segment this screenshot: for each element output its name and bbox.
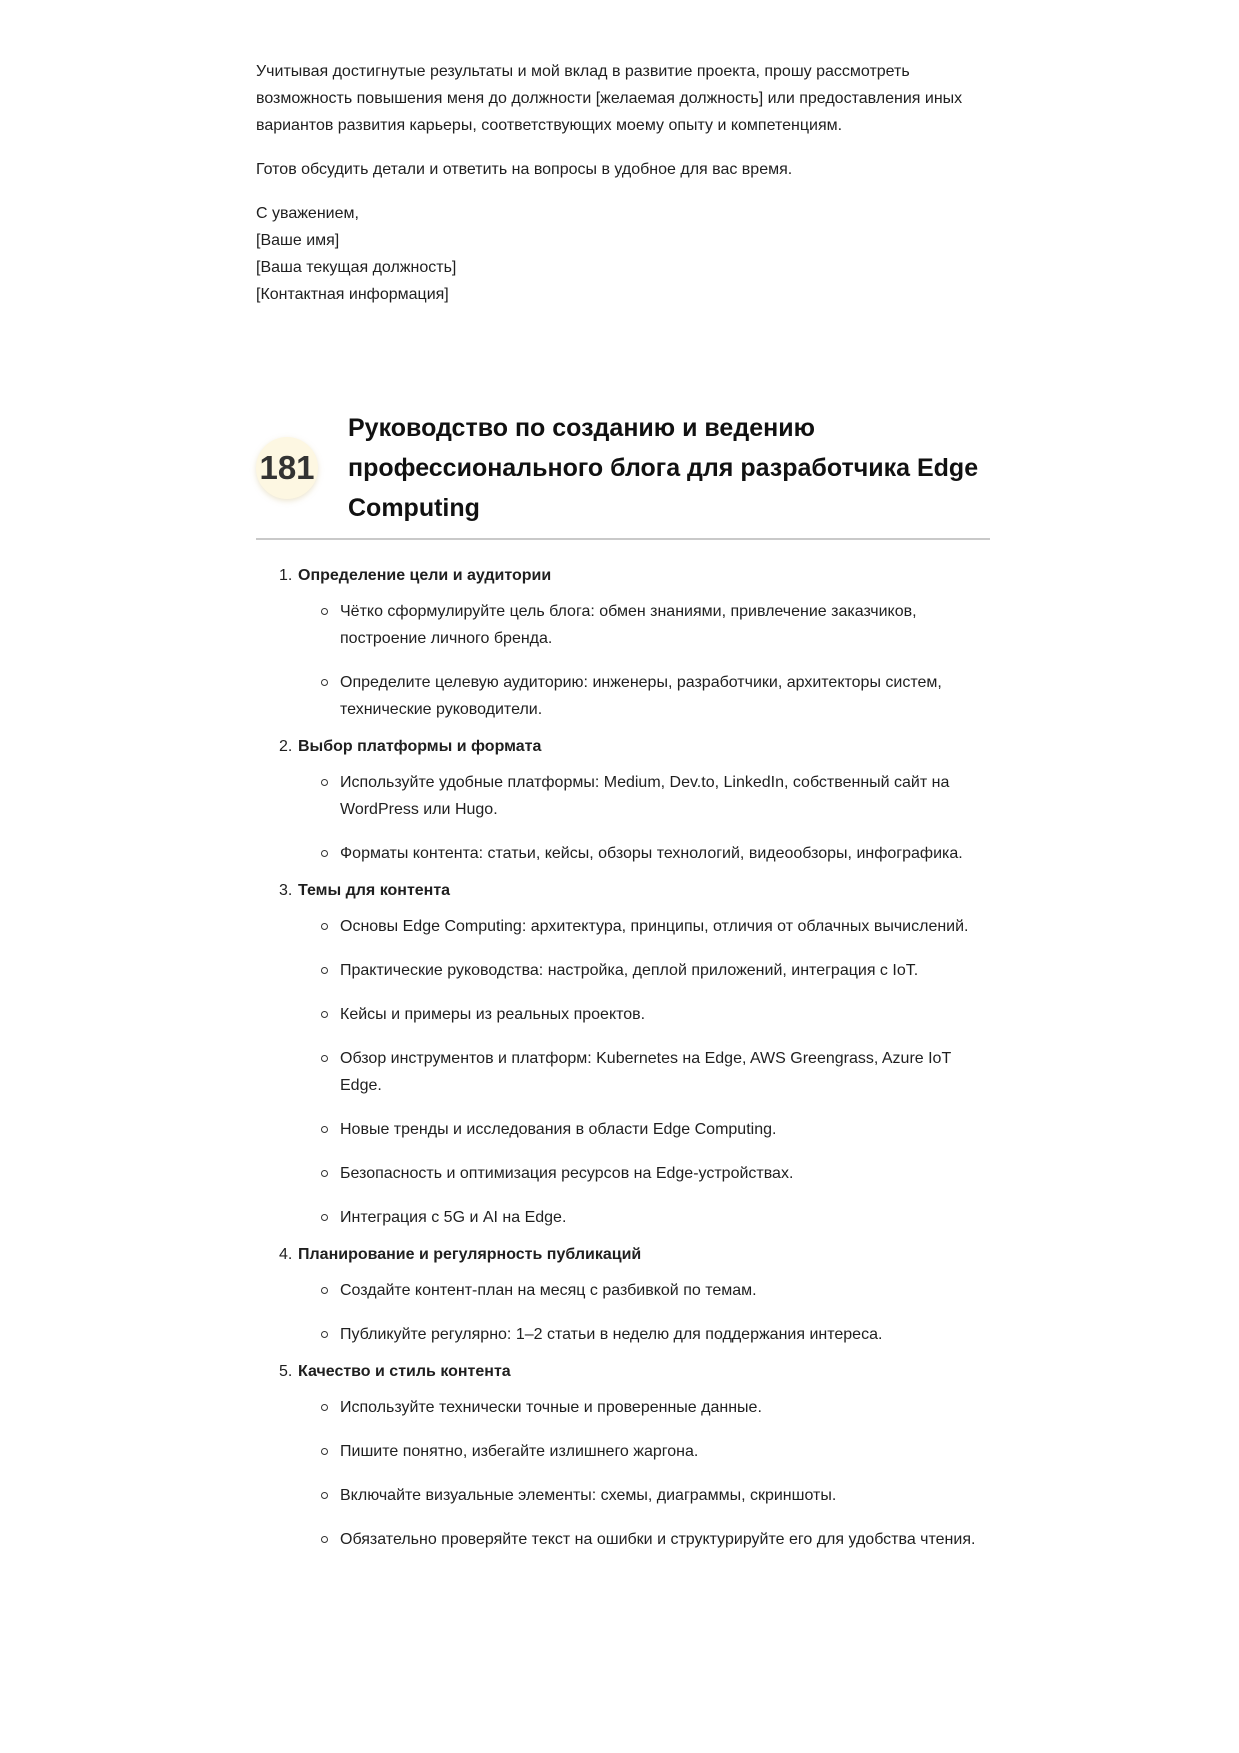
list-item-number: 5. [279,1363,293,1380]
list-item-number: 2. [279,738,293,755]
section-number-badge: 181 [256,437,318,499]
sub-list-item: Публикуйте регулярно: 1–2 статьи в неделю для поддержания интереса. [340,1321,990,1348]
list-item [279,562,990,723]
list-item-number: 1. [279,567,293,584]
sub-list-item: Кейсы и примеры из реальных проектов. [340,1001,990,1028]
sub-list-item: Чётко сформулируйте цель блога: обмен знаниями, привлечение заказчиков, построение личного бренда. [340,598,990,652]
sub-list-item: Практические руководства: настройка, деплой приложений, интеграция с IoT. [340,957,990,984]
list-item-title: Качество и стиль контента [298,1363,511,1380]
list-item-title: Темы для контента [298,882,451,899]
list-item [279,1358,990,1553]
sub-list-item: Обзор инструментов и платформ: Kubernetes на Edge, AWS Greengrass, Azure IoT Edge. [340,1045,990,1099]
sub-list [298,1394,990,1553]
sub-list [298,598,990,723]
section-title: Руководство по созданию и ведению профессионального блога для разработчика Edge Computing [348,414,979,522]
sub-list-item: Создайте контент-план на месяц с разбивкой по темам. [340,1277,990,1304]
signature-name: [Ваше имя] [256,232,340,249]
list-item-title: Планирование и регулярность публикаций [298,1246,642,1263]
sub-list-item: Используйте технически точные и проверенные данные. [340,1394,990,1421]
list-item-title: Определение цели и аудитории [298,567,552,584]
letter-paragraph: Готов обсудить детали и ответить на вопросы в удобное для вас время. [256,161,793,178]
sub-list-item: Используйте удобные платформы: Medium, Dev.to, LinkedIn, собственный сайт на WordPress или Hugo. [340,769,990,823]
sub-list-item: Основы Edge Computing: архитектура, принципы, отличия от облачных вычислений. [340,913,990,940]
sub-list-item: Включайте визуальные элементы: схемы, диаграммы, скриншоты. [340,1482,990,1509]
signature-contact: [Контактная информация] [256,286,449,303]
sub-list-item: Новые тренды и исследования в области Edge Computing. [340,1116,990,1143]
sub-list-item: Безопасность и оптимизация ресурсов на Edge-устройствах. [340,1160,990,1187]
letter-ending [256,58,990,308]
list-item-number: 4. [279,1246,293,1263]
sub-list-item: Пишите понятно, избегайте излишнего жаргона. [340,1438,990,1465]
document-page [256,58,990,1563]
list-item-title: Выбор платформы и формата [298,738,542,755]
sub-list [298,769,990,867]
signature-closing: С уважением, [256,205,359,222]
signature-position: [Ваша текущая должность] [256,259,457,276]
guide-list [256,562,990,1553]
section-header [256,408,990,540]
list-item-number: 3. [279,882,293,899]
sub-list [298,1277,990,1348]
list-item [279,877,990,1231]
sub-list [298,913,990,1231]
sub-list-item: Определите целевую аудиторию: инженеры, разработчики, архитекторы систем, технические руководители. [340,669,990,723]
letter-paragraph: Учитывая достигнутые результаты и мой вклад в развитие проекта, прошу рассмотреть возможность повышения меня до должности [желаемая должность] или предоставления иных вариантов развития карьеры, соответствующих моему опыту и компетенциям. [256,63,963,134]
list-item [279,1241,990,1348]
sub-list-item: Обязательно проверяйте текст на ошибки и структурируйте его для удобства чтения. [340,1526,990,1553]
signature-block [256,200,990,308]
list-item [279,733,990,867]
sub-list-item: Интеграция с 5G и AI на Edge. [340,1204,990,1231]
sub-list-item: Форматы контента: статьи, кейсы, обзоры технологий, видеообзоры, инфографика. [340,840,990,867]
